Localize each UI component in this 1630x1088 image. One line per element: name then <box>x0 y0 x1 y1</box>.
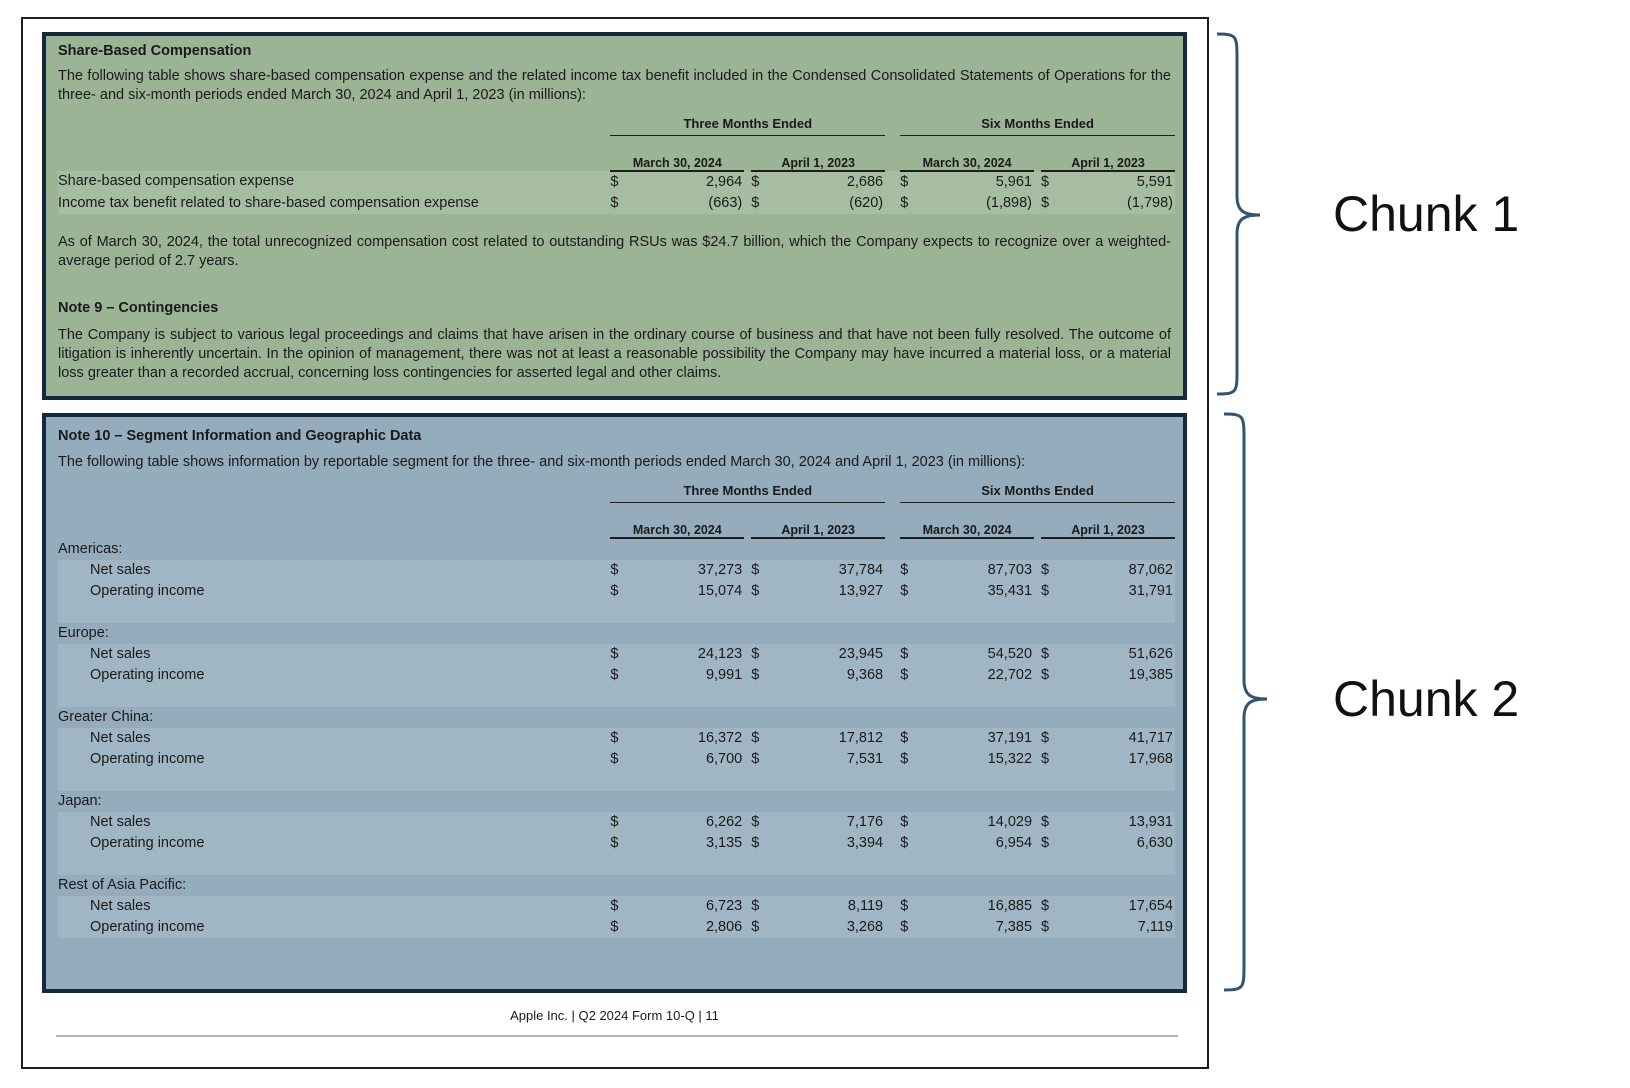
currency-symbol: $ <box>1041 171 1053 193</box>
currency-symbol: $ <box>900 581 912 602</box>
currency-symbol: $ <box>610 812 622 833</box>
currency-symbol: $ <box>751 644 763 665</box>
table-cell: 2,964 <box>622 171 744 193</box>
table-cell: 16,885 <box>912 896 1034 917</box>
row-label: Operating income <box>58 665 610 686</box>
segment-header-row <box>58 538 1175 560</box>
table-row <box>58 896 1175 917</box>
chunk-2-label: Chunk 2 <box>1333 671 1520 727</box>
currency-symbol: $ <box>900 728 912 749</box>
segment-header-row <box>58 707 1175 728</box>
table-row <box>58 749 1175 770</box>
table-cell: 51,626 <box>1053 644 1175 665</box>
table-cell: 8,119 <box>763 896 885 917</box>
note-9-heading: Note 9 – Contingencies <box>58 300 219 316</box>
currency-symbol: $ <box>900 917 912 938</box>
currency-symbol: $ <box>751 193 763 214</box>
chunk-2-region <box>42 413 1187 993</box>
chunk-1-region <box>42 32 1187 400</box>
table-cell: 22,702 <box>912 665 1034 686</box>
segment-name: Americas: <box>58 540 123 557</box>
table-cell: 6,700 <box>622 749 744 770</box>
table-row <box>58 665 1175 686</box>
spacer-row <box>58 854 1175 875</box>
currency-symbol: $ <box>751 812 763 833</box>
table-cell: 3,268 <box>763 917 885 938</box>
share-based-compensation-heading: Share-Based Compensation <box>58 43 252 59</box>
table-cell: 37,191 <box>912 728 1034 749</box>
currency-symbol: $ <box>900 833 912 854</box>
table-row <box>58 833 1175 854</box>
row-label: Net sales <box>58 560 610 581</box>
currency-symbol: $ <box>610 193 622 214</box>
segment-table <box>58 481 1175 938</box>
currency-symbol: $ <box>751 896 763 917</box>
table-row <box>58 644 1175 665</box>
table-cell: 54,520 <box>912 644 1034 665</box>
column-date-header: April 1, 2023 <box>1041 135 1175 171</box>
currency-symbol: $ <box>610 665 622 686</box>
table-cell: (663) <box>622 193 744 214</box>
currency-symbol: $ <box>1041 833 1053 854</box>
row-label: Operating income <box>58 833 610 854</box>
currency-symbol: $ <box>751 749 763 770</box>
table-cell: 31,791 <box>1053 581 1175 602</box>
currency-symbol: $ <box>1041 581 1053 602</box>
spacer-row <box>58 770 1175 791</box>
share-based-compensation-table <box>58 114 1175 214</box>
column-date-header: April 1, 2023 <box>751 135 885 171</box>
table-cell: 7,531 <box>763 749 885 770</box>
currency-symbol: $ <box>900 749 912 770</box>
note-10-heading: Note 10 – Segment Information and Geographic Data <box>58 428 422 444</box>
table-cell: 17,812 <box>763 728 885 749</box>
currency-symbol: $ <box>610 560 622 581</box>
table-row <box>58 560 1175 581</box>
column-group-three-months: Three Months Ended <box>610 114 885 135</box>
currency-symbol: $ <box>1041 917 1053 938</box>
currency-symbol: $ <box>751 581 763 602</box>
table-cell: 87,703 <box>912 560 1034 581</box>
row-label: Net sales <box>58 644 610 665</box>
segment-name: Greater China: <box>58 708 154 725</box>
table-cell: 37,784 <box>763 560 885 581</box>
currency-symbol: $ <box>610 581 622 602</box>
table-cell: 6,954 <box>912 833 1034 854</box>
currency-symbol: $ <box>1041 749 1053 770</box>
currency-symbol: $ <box>900 560 912 581</box>
currency-symbol: $ <box>1041 560 1053 581</box>
currency-symbol: $ <box>1041 728 1053 749</box>
segment-header-row <box>58 791 1175 812</box>
row-label: Operating income <box>58 581 610 602</box>
currency-symbol: $ <box>751 171 763 193</box>
table-cell: 17,654 <box>1053 896 1175 917</box>
table-cell: 3,394 <box>763 833 885 854</box>
table-cell: 24,123 <box>622 644 744 665</box>
column-date-header: April 1, 2023 <box>751 502 885 538</box>
note-9-paragraph: The Company is subject to various legal proceedings and claims that have arisen in the ordinary course of business and that have not been fully resolved. The outcome of litigation is inherently uncertain. In the opinion of management, there was not at least a reasonable possibility the Company may have incurred a material loss, or a material loss greater than a recorded accrual, concerning loss contingencies for asserted legal and other claims. <box>58 327 1171 381</box>
currency-symbol: $ <box>751 833 763 854</box>
table-cell: (1,798) <box>1053 193 1175 214</box>
footer-divider <box>56 1035 1178 1037</box>
spacer-row <box>58 686 1175 707</box>
table-cell: 5,591 <box>1053 171 1175 193</box>
table-cell: 87,062 <box>1053 560 1175 581</box>
table-cell: 6,630 <box>1053 833 1175 854</box>
table-cell: 5,961 <box>912 171 1034 193</box>
currency-symbol: $ <box>1041 193 1053 214</box>
row-label: Net sales <box>58 812 610 833</box>
segment-intro: The following table shows information by reportable segment for the three- and six-month periods ended March 30, 2024 and April 1, 2023 (in millions): <box>58 454 1026 470</box>
table-cell: 16,372 <box>622 728 744 749</box>
currency-symbol: $ <box>610 728 622 749</box>
currency-symbol: $ <box>1041 665 1053 686</box>
row-label: Share-based compensation expense <box>58 171 610 193</box>
table-cell: 13,927 <box>763 581 885 602</box>
segment-name: Rest of Asia Pacific: <box>58 876 187 893</box>
table-row <box>58 171 1175 193</box>
currency-symbol: $ <box>751 917 763 938</box>
table-cell: 15,074 <box>622 581 744 602</box>
table-cell: (620) <box>763 193 885 214</box>
share-based-compensation-intro: The following table shows share-based compensation expense and the related income tax benefit included in the Condensed Consolidated Statements of Operations for the three- and six-month periods ended March 30, 2024 and April 1, 2023 (in millions): <box>58 68 1171 103</box>
table-cell: 9,991 <box>622 665 744 686</box>
table-cell: 15,322 <box>912 749 1034 770</box>
table-cell: 35,431 <box>912 581 1034 602</box>
currency-symbol: $ <box>900 812 912 833</box>
table-cell: (1,898) <box>912 193 1034 214</box>
table-cell: 7,176 <box>763 812 885 833</box>
table-cell: 6,723 <box>622 896 744 917</box>
rsu-paragraph: As of March 30, 2024, the total unrecognized compensation cost related to outstanding RSUs was $24.7 billion, which the Company expects to recognize over a weighted-average period of 2.7 years. <box>58 234 1171 269</box>
currency-symbol: $ <box>1041 812 1053 833</box>
table-cell: 13,931 <box>1053 812 1175 833</box>
spacer-row <box>58 602 1175 623</box>
table-row <box>58 917 1175 938</box>
table-cell: 3,135 <box>622 833 744 854</box>
table-row <box>58 728 1175 749</box>
currency-symbol: $ <box>610 644 622 665</box>
table-cell: 9,368 <box>763 665 885 686</box>
table-cell: 14,029 <box>912 812 1034 833</box>
segment-header-row <box>58 623 1175 644</box>
currency-symbol: $ <box>610 749 622 770</box>
segment-header-row <box>58 875 1175 896</box>
table-cell: 17,968 <box>1053 749 1175 770</box>
table-row <box>58 812 1175 833</box>
currency-symbol: $ <box>751 560 763 581</box>
column-date-header: March 30, 2024 <box>610 135 744 171</box>
column-date-header: March 30, 2024 <box>610 502 744 538</box>
table-cell: 19,385 <box>1053 665 1175 686</box>
table-cell: 6,262 <box>622 812 744 833</box>
currency-symbol: $ <box>610 171 622 193</box>
column-date-header: March 30, 2024 <box>900 502 1034 538</box>
currency-symbol: $ <box>1041 644 1053 665</box>
page-footer: Apple Inc. | Q2 2024 Form 10-Q | 11 <box>510 1008 719 1023</box>
currency-symbol: $ <box>1041 896 1053 917</box>
column-group-six-months: Six Months Ended <box>900 114 1175 135</box>
currency-symbol: $ <box>751 728 763 749</box>
chunk-1-label: Chunk 1 <box>1333 186 1520 242</box>
table-cell: 23,945 <box>763 644 885 665</box>
chunk-1-bracket <box>1215 30 1275 398</box>
segment-name: Japan: <box>58 792 102 809</box>
row-label: Income tax benefit related to share-based compensation expense <box>58 193 610 214</box>
table-row <box>58 193 1175 214</box>
chunk-2-bracket <box>1222 410 1282 994</box>
row-label: Operating income <box>58 749 610 770</box>
column-group-six-months: Six Months Ended <box>900 481 1175 502</box>
currency-symbol: $ <box>610 896 622 917</box>
table-cell: 2,686 <box>763 171 885 193</box>
table-cell: 7,119 <box>1053 917 1175 938</box>
currency-symbol: $ <box>610 917 622 938</box>
currency-symbol: $ <box>751 665 763 686</box>
column-date-header: April 1, 2023 <box>1041 502 1175 538</box>
row-label: Net sales <box>58 896 610 917</box>
table-cell: 7,385 <box>912 917 1034 938</box>
table-row <box>58 581 1175 602</box>
currency-symbol: $ <box>610 833 622 854</box>
column-group-three-months: Three Months Ended <box>610 481 885 502</box>
segment-name: Europe: <box>58 624 109 641</box>
row-label: Net sales <box>58 728 610 749</box>
currency-symbol: $ <box>900 171 912 193</box>
currency-symbol: $ <box>900 665 912 686</box>
row-label: Operating income <box>58 917 610 938</box>
table-cell: 41,717 <box>1053 728 1175 749</box>
currency-symbol: $ <box>900 644 912 665</box>
currency-symbol: $ <box>900 896 912 917</box>
column-date-header: March 30, 2024 <box>900 135 1034 171</box>
table-cell: 37,273 <box>622 560 744 581</box>
table-cell: 2,806 <box>622 917 744 938</box>
currency-symbol: $ <box>900 193 912 214</box>
